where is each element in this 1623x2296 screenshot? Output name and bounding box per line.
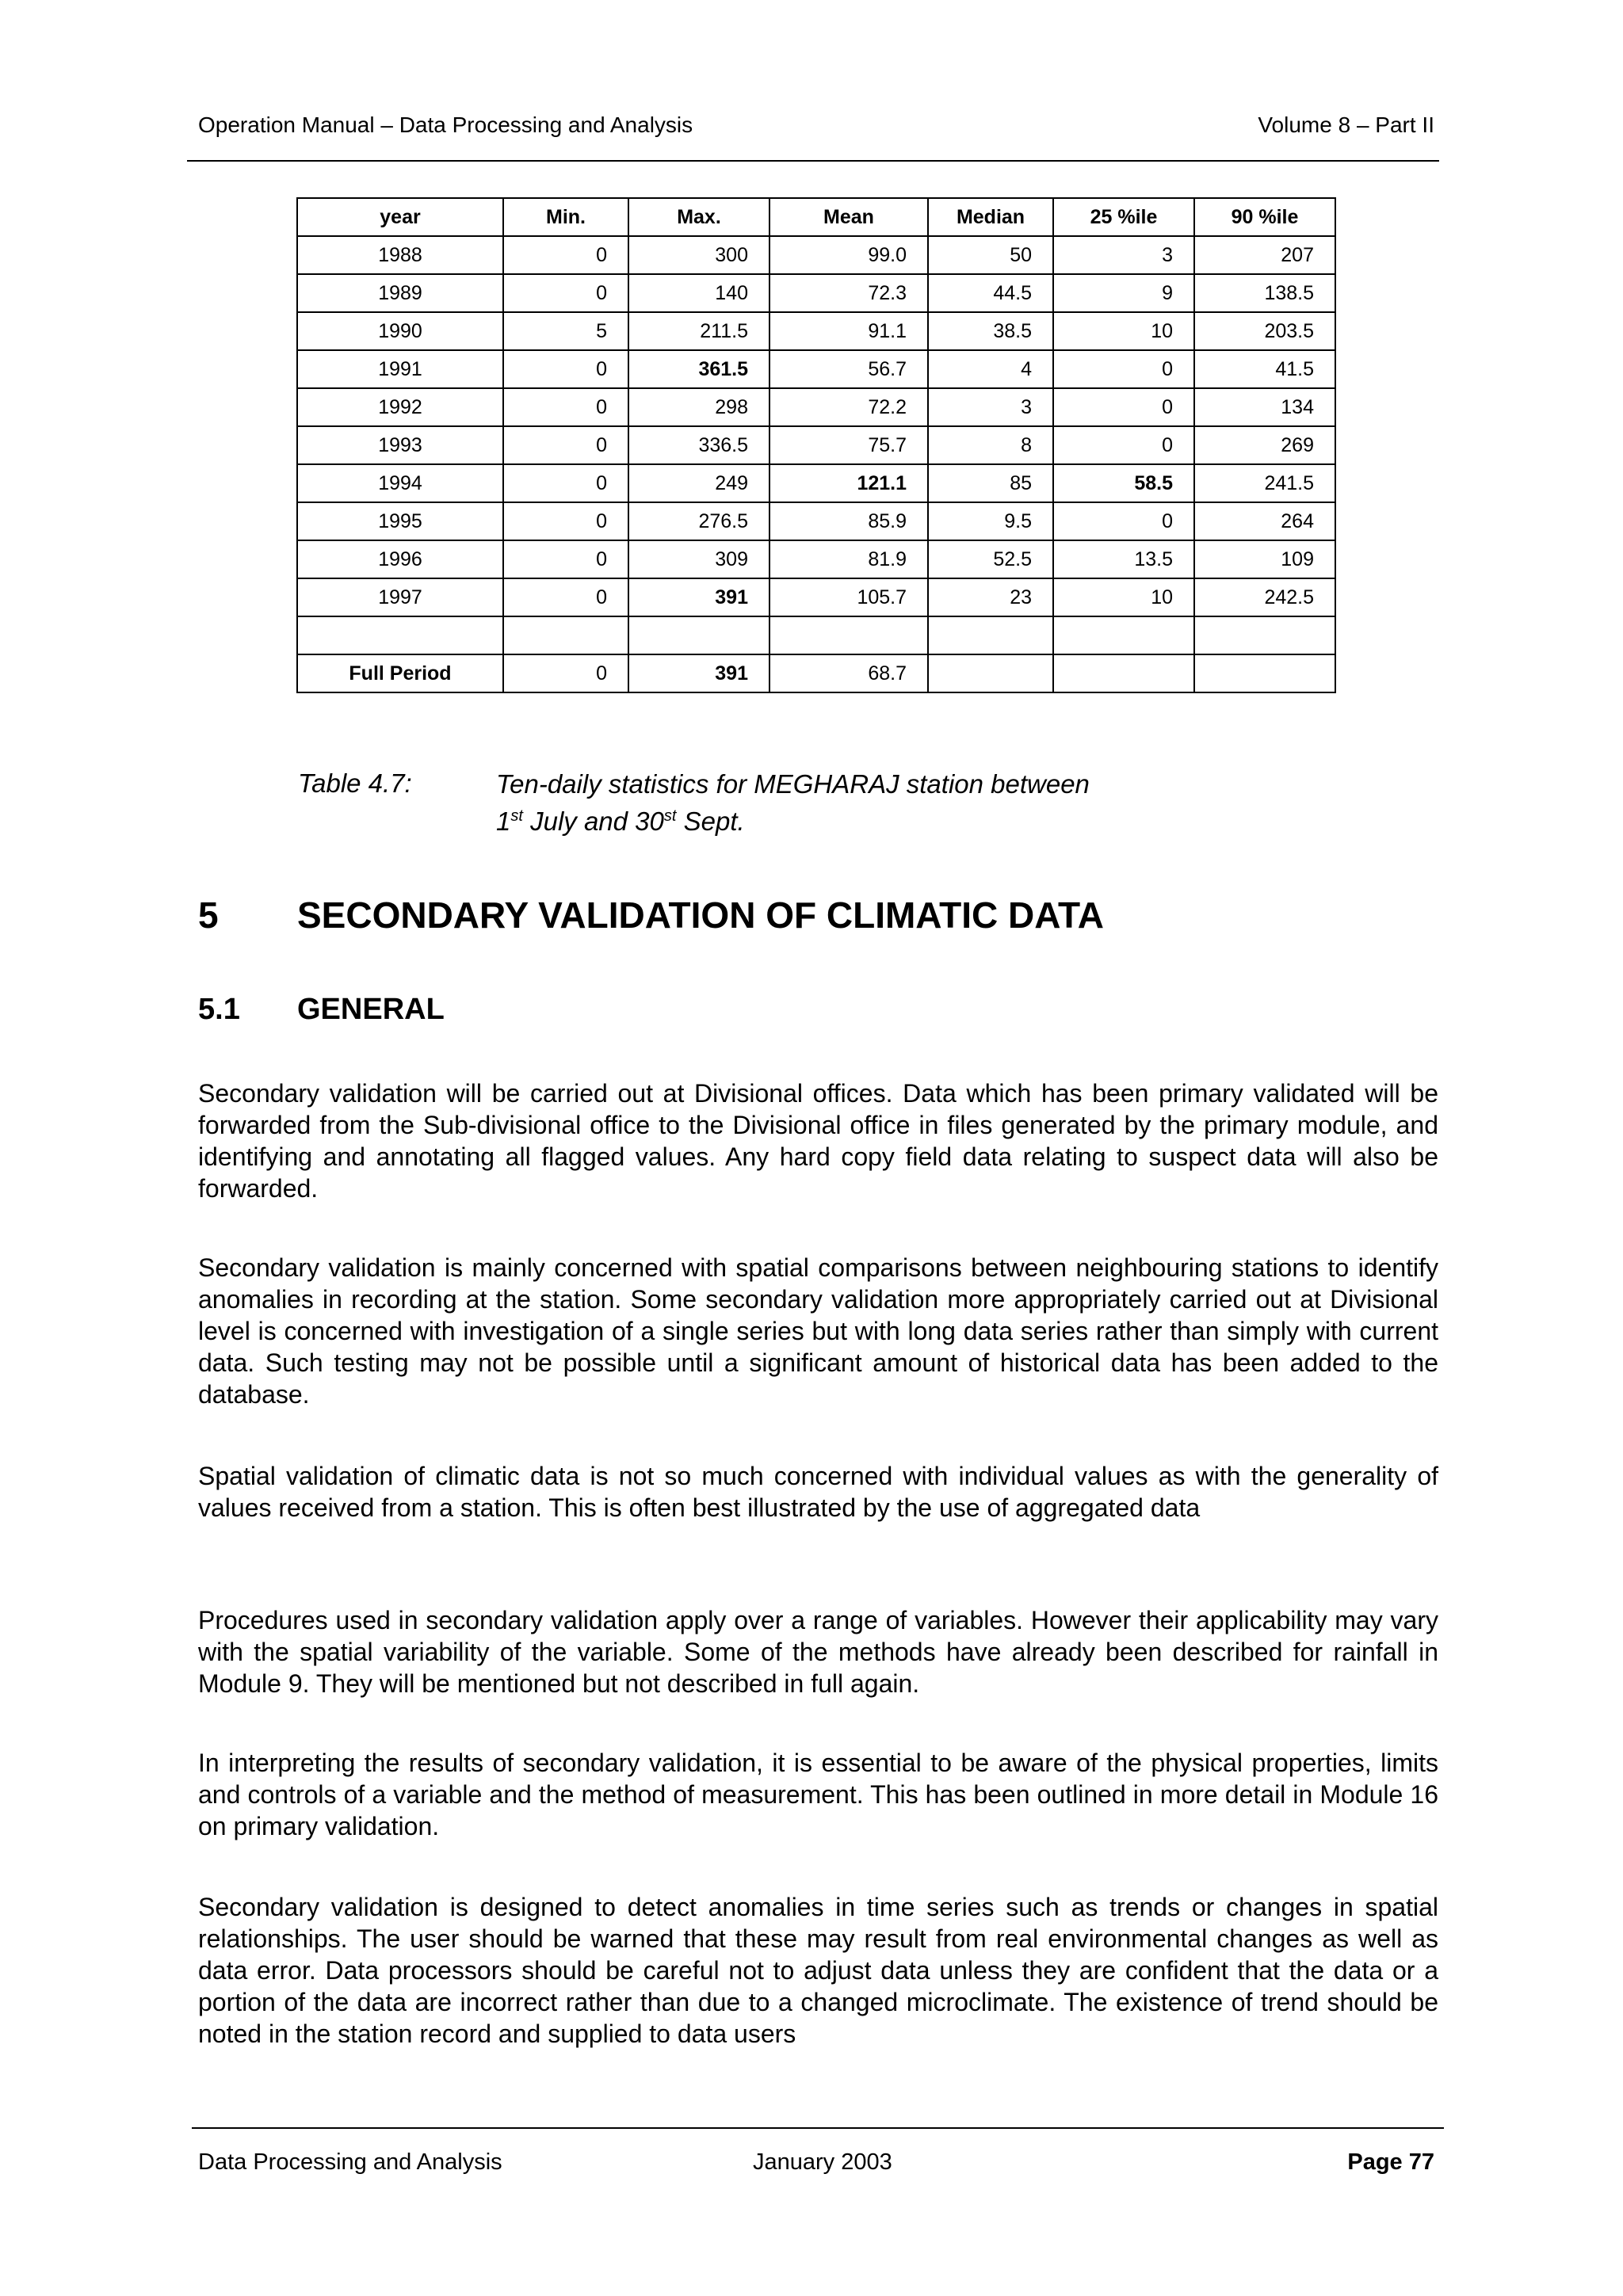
table-cell: 140 — [628, 274, 769, 312]
table-cell: 4 — [928, 350, 1053, 388]
header-divider — [187, 160, 1439, 162]
table-cell: 1995 — [297, 502, 503, 540]
table-row — [297, 654, 1335, 692]
table-cell: 44.5 — [928, 274, 1053, 312]
table-cell — [928, 616, 1053, 654]
paragraph: Secondary validation is designed to detect anomalies in time series such as trends or changes in spatial relationships. The user should be warned that these may result from real environmental changes as well as data error. Data processors should be careful not to adjust data unless they are confident that the data or a portion of the data are incorrect rather than due to a changed microclimate. The existence of trend should be noted in the station record and supplied to data users — [198, 1893, 1438, 2048]
table-cell: 336.5 — [628, 426, 769, 464]
table-cell: 52.5 — [928, 540, 1053, 578]
table-cell: 85 — [928, 464, 1053, 502]
table-cell — [628, 616, 769, 654]
table-cell: 9.5 — [928, 502, 1053, 540]
table-row — [297, 464, 1335, 502]
table-cell: 3 — [1053, 236, 1194, 274]
table-cell: 1992 — [297, 388, 503, 426]
subsection-title: GENERAL — [297, 993, 445, 1026]
table-cell: 99.0 — [769, 236, 928, 274]
table-cell: 1990 — [297, 312, 503, 350]
column-header: Mean — [769, 198, 928, 236]
section-title: SECONDARY VALIDATION OF CLIMATIC DATA — [297, 894, 1104, 936]
table-row — [297, 426, 1335, 464]
table-cell: 1996 — [297, 540, 503, 578]
table-body — [297, 236, 1335, 692]
table-cell — [1194, 616, 1335, 654]
table-cell: 3 — [928, 388, 1053, 426]
table-cell: 207 — [1194, 236, 1335, 274]
statistics-table — [296, 197, 1336, 693]
table-cell: 298 — [628, 388, 769, 426]
table-cell: 391 — [628, 578, 769, 616]
table-row — [297, 350, 1335, 388]
table-cell: 41.5 — [1194, 350, 1335, 388]
table-cell: 1988 — [297, 236, 503, 274]
header-volume: Volume 8 – Part II — [1258, 113, 1434, 137]
header-document-title: Operation Manual – Data Processing and Analysis — [198, 113, 693, 137]
table-cell: 121.1 — [769, 464, 928, 502]
table-row — [297, 274, 1335, 312]
table-cell: 1994 — [297, 464, 503, 502]
footer-document-title: Data Processing and Analysis — [198, 2149, 502, 2175]
table-row — [297, 540, 1335, 578]
caption-superscript: st — [510, 807, 523, 825]
footer-divider — [192, 2127, 1444, 2129]
table-cell — [1053, 616, 1194, 654]
table-cell: 269 — [1194, 426, 1335, 464]
table-row — [297, 236, 1335, 274]
table-cell: 9 — [1053, 274, 1194, 312]
table-row — [297, 312, 1335, 350]
table-row — [297, 388, 1335, 426]
column-header: Median — [928, 198, 1053, 236]
column-header: year — [297, 198, 503, 236]
table-cell: 68.7 — [769, 654, 928, 692]
table-cell: 85.9 — [769, 502, 928, 540]
footer-date: January 2003 — [753, 2149, 892, 2175]
caption-text — [496, 769, 1090, 837]
table-cell: 0 — [1053, 426, 1194, 464]
caption-line-1: Ten-daily statistics for MEGHARAJ station between — [496, 769, 1090, 799]
table-cell — [928, 654, 1053, 692]
subsection-heading — [198, 993, 445, 1027]
table-cell: 10 — [1053, 578, 1194, 616]
table-cell: 249 — [628, 464, 769, 502]
table-cell: 134 — [1194, 388, 1335, 426]
table-cell: 105.7 — [769, 578, 928, 616]
table-row — [297, 616, 1335, 654]
page-header — [198, 113, 1434, 138]
table-cell: 0 — [503, 578, 628, 616]
caption-fragment: July and 30 — [522, 807, 664, 836]
table-cell — [1053, 654, 1194, 692]
table-cell: 242.5 — [1194, 578, 1335, 616]
column-header: 25 %ile — [1053, 198, 1194, 236]
column-header: Min. — [503, 198, 628, 236]
table-cell: 0 — [1053, 502, 1194, 540]
table-cell: 309 — [628, 540, 769, 578]
table-cell: 0 — [503, 274, 628, 312]
table-cell: 138.5 — [1194, 274, 1335, 312]
section-number: 5 — [198, 894, 219, 936]
table-cell: 0 — [503, 540, 628, 578]
table-cell: 75.7 — [769, 426, 928, 464]
table-cell: 56.7 — [769, 350, 928, 388]
caption-line-2 — [496, 800, 1090, 837]
table-cell: Full Period — [297, 654, 503, 692]
table-caption — [298, 769, 1090, 837]
caption-label: Table 4.7: — [298, 769, 412, 798]
subsection-number: 5.1 — [198, 993, 240, 1026]
table-row — [297, 502, 1335, 540]
table-cell: 241.5 — [1194, 464, 1335, 502]
caption-fragment: Sept. — [676, 807, 745, 836]
table-cell: 211.5 — [628, 312, 769, 350]
table-cell: 203.5 — [1194, 312, 1335, 350]
table-cell — [503, 616, 628, 654]
caption-fragment: 1 — [496, 807, 511, 836]
paragraph: In interpreting the results of secondary validation, it is essential to be aware of the physical properties, limits and controls of a variable and the method of measurement. This has been outlined in more detail in Module 16 on primary validation. — [198, 1749, 1438, 1840]
table-cell: 0 — [503, 388, 628, 426]
table-cell: 0 — [1053, 350, 1194, 388]
table-cell: 91.1 — [769, 312, 928, 350]
table-cell: 109 — [1194, 540, 1335, 578]
table-cell: 13.5 — [1053, 540, 1194, 578]
table-cell: 0 — [503, 654, 628, 692]
paragraph: Secondary validation is mainly concerned with spatial comparisons between neighbouring stations to identify anomalies in recording at the station. Some secondary validation more appropriately carried out at Divisional level is concerned with investigation of a single series but with long data series rather than simply with current data. Such testing may not be possible until a significant amount of historical data has been added to the database. — [198, 1253, 1438, 1409]
table-cell: 72.2 — [769, 388, 928, 426]
table-cell: 276.5 — [628, 502, 769, 540]
table-cell: 391 — [628, 654, 769, 692]
column-header: Max. — [628, 198, 769, 236]
table-cell: 5 — [503, 312, 628, 350]
column-header: 90 %ile — [1194, 198, 1335, 236]
paragraph: Secondary validation will be carried out at Divisional offices. Data which has been primary validated will be forwarded from the Sub-divisional office to the Divisional office in files generated by the primary module, and identifying and annotating all flagged values. Any hard copy field data relating to suspect data will also be forwarded. — [198, 1079, 1438, 1203]
footer-page-number: Page 77 — [1347, 2149, 1434, 2175]
table-cell: 38.5 — [928, 312, 1053, 350]
table-cell: 264 — [1194, 502, 1335, 540]
table-cell — [297, 616, 503, 654]
table-cell: 0 — [1053, 388, 1194, 426]
paragraph: Procedures used in secondary validation apply over a range of variables. However their applicability may vary with the spatial variability of the variable. Some of the methods have already been described for rainfall in Module 9. They will be mentioned but not described in full again. — [198, 1606, 1438, 1698]
table-cell: 81.9 — [769, 540, 928, 578]
table-cell: 10 — [1053, 312, 1194, 350]
table-cell: 0 — [503, 236, 628, 274]
table-cell: 8 — [928, 426, 1053, 464]
table-cell: 1989 — [297, 274, 503, 312]
table-cell: 1993 — [297, 426, 503, 464]
table-header-row — [297, 198, 1335, 236]
paragraph: Spatial validation of climatic data is not so much concerned with individual values as with the generality of values received from a station. This is often best illustrated by the use of aggregated data — [198, 1462, 1438, 1522]
table-cell: 72.3 — [769, 274, 928, 312]
table-cell: 1991 — [297, 350, 503, 388]
table-cell: 1997 — [297, 578, 503, 616]
table-cell: 0 — [503, 464, 628, 502]
table-cell — [1194, 654, 1335, 692]
table-cell: 300 — [628, 236, 769, 274]
table-cell: 361.5 — [628, 350, 769, 388]
table-cell: 23 — [928, 578, 1053, 616]
table-cell — [769, 616, 928, 654]
table-cell: 58.5 — [1053, 464, 1194, 502]
table-cell: 50 — [928, 236, 1053, 274]
table-cell: 0 — [503, 502, 628, 540]
table-cell: 0 — [503, 426, 628, 464]
table-row — [297, 578, 1335, 616]
table-cell: 0 — [503, 350, 628, 388]
section-heading — [198, 894, 1104, 936]
caption-superscript: st — [663, 807, 677, 825]
